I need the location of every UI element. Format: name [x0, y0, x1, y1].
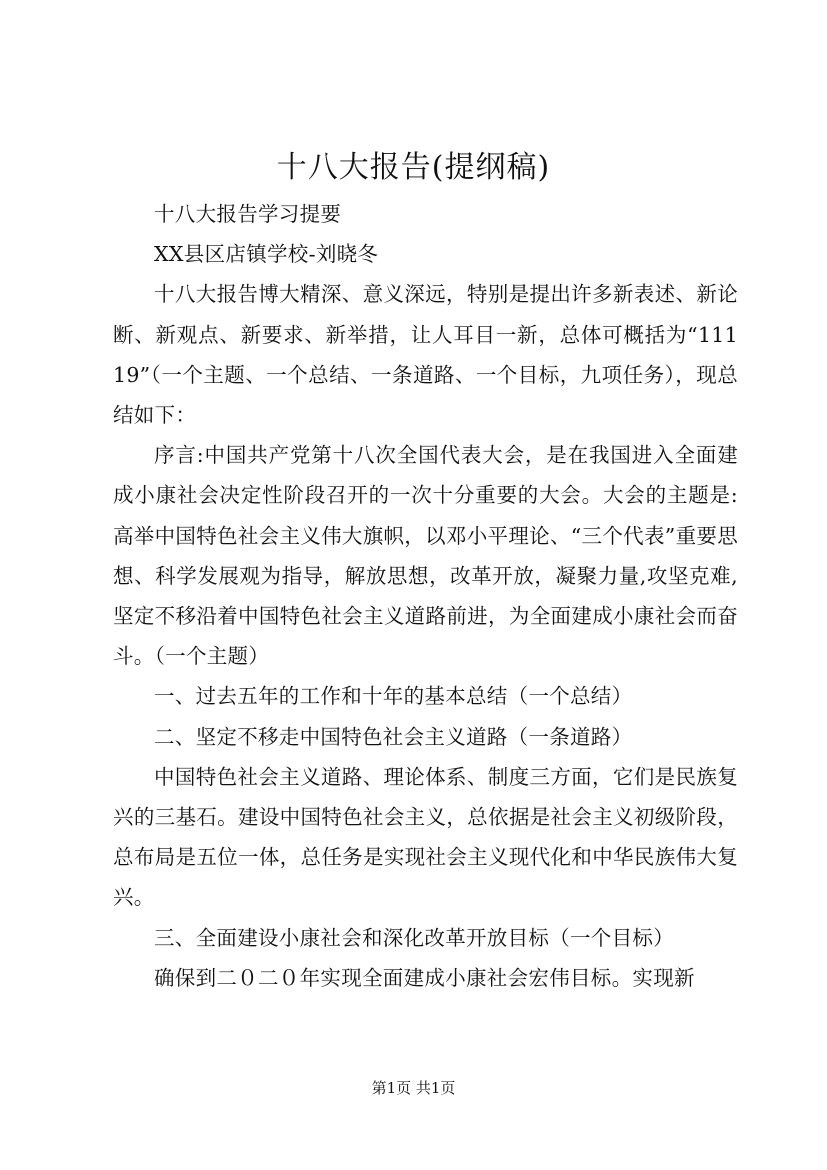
document-body	[113, 194, 738, 998]
paragraph-subtitle: 十八大报告学习提要	[154, 202, 342, 226]
paragraph-author: XX县区店镇学校-刘晓冬	[154, 242, 379, 267]
document-title: 十八大报告(提纲稿)	[276, 150, 551, 185]
paragraph-preface: 序言:中国共产党第十八次全国代表大会，是在我国进入全面建成小康社会决定性阶段召开的一次十分重要的大会。大会的主题是:高举中国特色社会主义伟大旗帜，以邓小平理论、“三个代表”重要思想、科学发展观为指导，解放思想，改革开放，凝聚力量,攻坚克难,坚定不移沿着中国特色社会主义道路前进，为全面建成小康社会而奋斗。（一个主题）	[113, 443, 738, 669]
paragraph-section-1: 一、过去五年的工作和十年的基本总结（一个总结）	[154, 684, 633, 709]
paragraph-section-2: 二、坚定不移走中国特色社会主义道路（一条道路）	[154, 724, 633, 749]
page-footer: 第1页 共1页	[371, 1079, 456, 1097]
paragraph-intro: 十八大报告博大精深、意义深远，特别是提出许多新表述、新论断、新观点、新要求、新举措，让人耳目一新，总体可概括为“11119”（一个主题、一个总结、一条道路、一个目标，九项任务），现总结如下：	[113, 282, 738, 428]
paragraph-section-3-body: 确保到二０二０年实现全面建成小康社会宏伟目标。实现新	[154, 965, 695, 990]
paragraph-section-2-body: 中国特色社会主义道路、理论体系、制度三方面，它们是民族复兴的三基石。建设中国特色社会主义，总依据是社会主义初级阶段，总布局是五位一体，总任务是实现社会主义现代化和中华民族伟大复兴。	[113, 764, 738, 910]
paragraph-section-3: 三、全面建设小康社会和深化改革开放目标（一个目标）	[154, 925, 674, 950]
